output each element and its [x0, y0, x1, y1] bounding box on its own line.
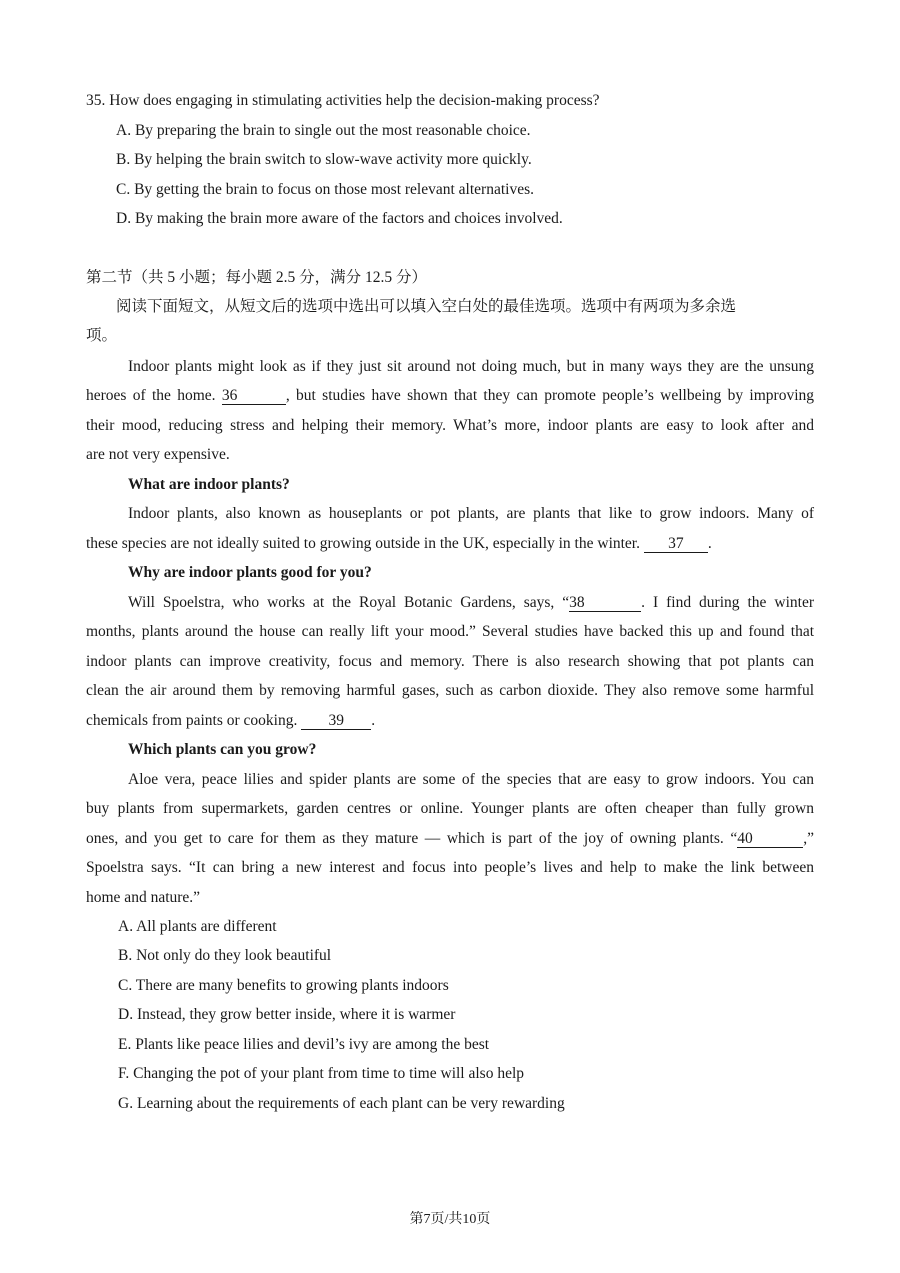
passage-p1-line-1: Indoor plants might look as if they just sit around not doing much, but in many ways they are the unsung	[128, 358, 814, 375]
question-35-option-b: B. By helping the brain switch to slow-wave activity more quickly.	[116, 151, 532, 168]
blank-38: 38	[569, 595, 641, 612]
passage-p4-text: ones, and you get to care for them as they mature — which is part of the joy of owning plants. “	[86, 830, 738, 847]
question-35-option-c: C. By getting the brain to focus on those most relevant alternatives.	[116, 181, 534, 198]
passage-p2-text: these species are not ideally suited to growing outside in the UK, especially in the winter.	[86, 535, 640, 552]
passage-p3-text: Will Spoelstra, who works at the Royal Botanic Gardens, says, “	[128, 594, 570, 611]
choice-d: D. Instead, they grow better inside, where it is warmer	[118, 1006, 456, 1023]
choice-g: G. Learning about the requirements of each plant can be very rewarding	[118, 1095, 565, 1112]
passage-p1-line-3: their mood, reducing stress and helping their memory. What’s more, indoor plants are easy to look after and	[86, 417, 814, 434]
choice-e: E. Plants like peace lilies and devil’s ivy are among the best	[118, 1036, 490, 1053]
passage-p3-text: . I find during the winter	[641, 594, 814, 611]
passage-p3-line-2: months, plants around the house can really lift your mood.” Several studies have backed this up and found that	[86, 623, 814, 640]
section-instruction-line-1: 阅读下面短文，从短文后的选项中选出可以填入空白处的最佳选项。选项中有两项为多余选	[116, 298, 737, 315]
passage-p4-line-4: Spoelstra says. “It can bring a new interest and focus into people’s lives and help to make the link between	[86, 859, 814, 876]
passage-p1-text: heroes of the home.	[86, 387, 216, 404]
passage-p2-line-1: Indoor plants, also known as houseplants or pot plants, are plants that like to grow indoors. Many of	[128, 505, 814, 522]
passage-p3-line-4: clean the air around them by removing harmful gases, such as carbon dioxide. They also remove some harmful	[86, 682, 814, 699]
passage-p3-text: .	[371, 712, 376, 729]
passage-p4-line-5: home and nature.”	[86, 889, 201, 906]
blank-37: 37	[644, 536, 708, 553]
passage-p3-line-3: indoor plants can improve creativity, focus and memory. There is also research showing that pot plants can	[86, 653, 814, 670]
page-footer: 第7页/共10页	[409, 1212, 491, 1227]
question-35-option-d: D. By making the brain more aware of the factors and choices involved.	[116, 210, 563, 227]
passage-p1-text: , but studies have shown that they can promote people’s wellbeing by improving	[285, 387, 814, 404]
passage-p3-text: chemicals from paints or cooking.	[86, 712, 298, 729]
blank-36: 36	[222, 388, 286, 405]
choice-a: A. All plants are different	[118, 918, 277, 935]
choice-f: F. Changing the pot of your plant from time to time will also help	[118, 1065, 525, 1082]
passage-p1-line-4: are not very expensive.	[86, 446, 230, 463]
blank-39: 39	[301, 713, 371, 730]
passage-p4-line-2: buy plants from supermarkets, garden centres or online. Younger plants are often cheaper than fully grown	[86, 800, 814, 817]
question-35-stem: 35. How does engaging in stimulating activities help the decision-making process?	[86, 92, 600, 109]
passage-p4-line-1: Aloe vera, peace lilies and spider plants are some of the species that are easy to grow indoors. You can	[128, 771, 814, 788]
passage-p3-line-5	[86, 711, 375, 731]
passage-p4-line-3	[86, 829, 814, 849]
passage-subheading-1: What are indoor plants?	[128, 476, 290, 493]
passage-p1-line-2	[86, 386, 814, 406]
section-instruction-line-2: 项。	[86, 327, 118, 344]
passage-subheading-2: Why are indoor plants good for you?	[128, 564, 372, 581]
passage-p3-line-1	[86, 593, 814, 613]
passage-p4-text: ,”	[803, 830, 814, 847]
blank-40: 40	[737, 831, 803, 848]
choice-c: C. There are many benefits to growing plants indoors	[118, 977, 449, 994]
passage-p2-text: .	[707, 535, 712, 552]
passage-p2-line-2	[86, 534, 712, 554]
section-heading: 第二节（共 5 小题；每小题 2.5 分，满分 12.5 分）	[86, 269, 428, 286]
question-35-option-a: A. By preparing the brain to single out the most reasonable choice.	[116, 122, 531, 139]
passage-subheading-3: Which plants can you grow?	[128, 741, 317, 758]
choice-b: B. Not only do they look beautiful	[118, 947, 332, 964]
